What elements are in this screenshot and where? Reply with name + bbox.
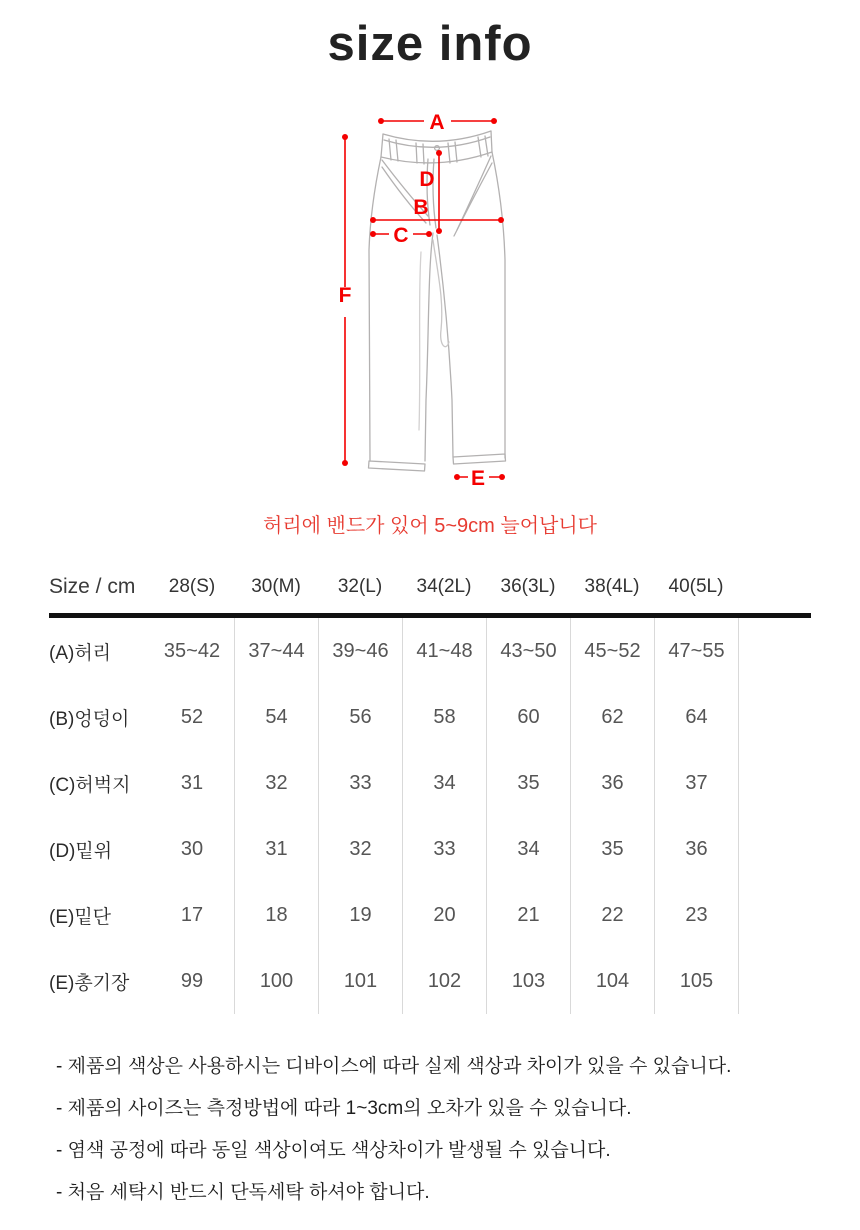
thigh-value: 34	[402, 750, 486, 816]
header-size-32l: 32(L)	[337, 575, 383, 597]
total-length-value: 99	[180, 969, 204, 992]
measure-line-b	[370, 217, 504, 223]
rise-value: 31	[234, 816, 318, 882]
hip-value: 52	[180, 705, 204, 728]
disclaimer-notes	[56, 1046, 816, 1214]
total-length-value: 100	[234, 948, 318, 1014]
hem-value: 20	[402, 882, 486, 948]
waist-value: 37~44	[234, 618, 318, 684]
pants-outline	[369, 131, 506, 471]
waist-value: 45~52	[570, 618, 654, 684]
hip-value: 54	[234, 684, 318, 750]
waist-value: 35~42	[163, 639, 221, 662]
header-size-30m: 30(M)	[251, 575, 301, 597]
waist-value: 43~50	[486, 618, 570, 684]
thigh-value: 33	[318, 750, 402, 816]
waist-value: 39~46	[318, 618, 402, 684]
waist-value: 41~48	[402, 618, 486, 684]
rise-value: 35	[570, 816, 654, 882]
hip-value: 60	[486, 684, 570, 750]
hem-value: 22	[570, 882, 654, 948]
measure-label-a: A	[429, 111, 445, 134]
note-size-tolerance: - 제품의 사이즈는 측정방법에 따라 1~3cm의 오차가 있을 수 있습니다.	[56, 1098, 632, 1119]
header-size-36-3l: 36(3L)	[500, 575, 556, 597]
hip-value: 58	[402, 684, 486, 750]
header-size-34-2l: 34(2L)	[416, 575, 472, 597]
thigh-value: 31	[180, 771, 204, 794]
rise-value: 36	[654, 816, 738, 882]
hem-value: 19	[318, 882, 402, 948]
total-length-value: 105	[654, 948, 738, 1014]
hem-value: 18	[234, 882, 318, 948]
measure-label-f: F	[338, 284, 352, 307]
waist-value: 47~55	[654, 618, 738, 684]
row-label-hip: (B)엉덩이	[49, 708, 130, 730]
hem-value: 21	[486, 882, 570, 948]
hip-value: 56	[318, 684, 402, 750]
thigh-value: 36	[570, 750, 654, 816]
header-size-40-5l: 40(5L)	[668, 575, 724, 597]
row-filler	[738, 684, 811, 750]
thigh-value: 35	[486, 750, 570, 816]
total-length-value: 102	[402, 948, 486, 1014]
header-size-28s: 28(S)	[168, 575, 216, 597]
measure-label-c: C	[393, 224, 409, 247]
header-size-38-4l: 38(4L)	[584, 575, 640, 597]
page-title: size info	[327, 17, 533, 71]
waistband-stretch-note: 허리에 밴드가 있어 5~9cm 늘어납니다	[263, 515, 597, 537]
measure-label-e: E	[470, 467, 486, 490]
row-filler	[738, 882, 811, 948]
row-filler	[738, 816, 811, 882]
row-filler	[738, 750, 811, 816]
rise-value: 30	[180, 837, 204, 860]
note-dye-variation: - 염색 공정에 따라 동일 색상이여도 색상차이가 발생될 수 있습니다.	[56, 1140, 611, 1161]
size-table	[49, 560, 811, 1014]
hip-value: 64	[654, 684, 738, 750]
note-wash-separately: - 처음 세탁시 반드시 단독세탁 하셔야 합니다.	[56, 1182, 430, 1203]
total-length-value: 101	[318, 948, 402, 1014]
rise-value: 32	[318, 816, 402, 882]
size-table-header	[49, 560, 811, 618]
measure-label-b: B	[413, 196, 429, 219]
rise-value: 33	[402, 816, 486, 882]
row-label-total-length: (E)총기장	[49, 972, 130, 994]
row-filler	[738, 948, 811, 1014]
note-color-difference: - 제품의 색상은 사용하시는 디바이스에 따라 실제 색상과 차이가 있을 수 있습니다.	[56, 1056, 732, 1077]
hip-value: 62	[570, 684, 654, 750]
measure-label-d: D	[419, 168, 435, 191]
row-label-rise: (D)밑위	[49, 840, 113, 862]
thigh-value: 32	[234, 750, 318, 816]
hem-value: 23	[654, 882, 738, 948]
thigh-value: 37	[654, 750, 738, 816]
row-label-waist: (A)허리	[49, 642, 112, 664]
row-label-hem: (E)밑단	[49, 906, 112, 928]
size-table-body	[49, 618, 811, 1014]
total-length-value: 103	[486, 948, 570, 1014]
rise-value: 34	[486, 816, 570, 882]
row-label-thigh: (C)허벅지	[49, 774, 131, 796]
pants-measurement-diagram	[330, 103, 550, 495]
total-length-value: 104	[570, 948, 654, 1014]
header-size-cm: Size / cm	[49, 574, 136, 598]
row-filler	[738, 618, 811, 684]
hem-value: 17	[180, 903, 204, 926]
